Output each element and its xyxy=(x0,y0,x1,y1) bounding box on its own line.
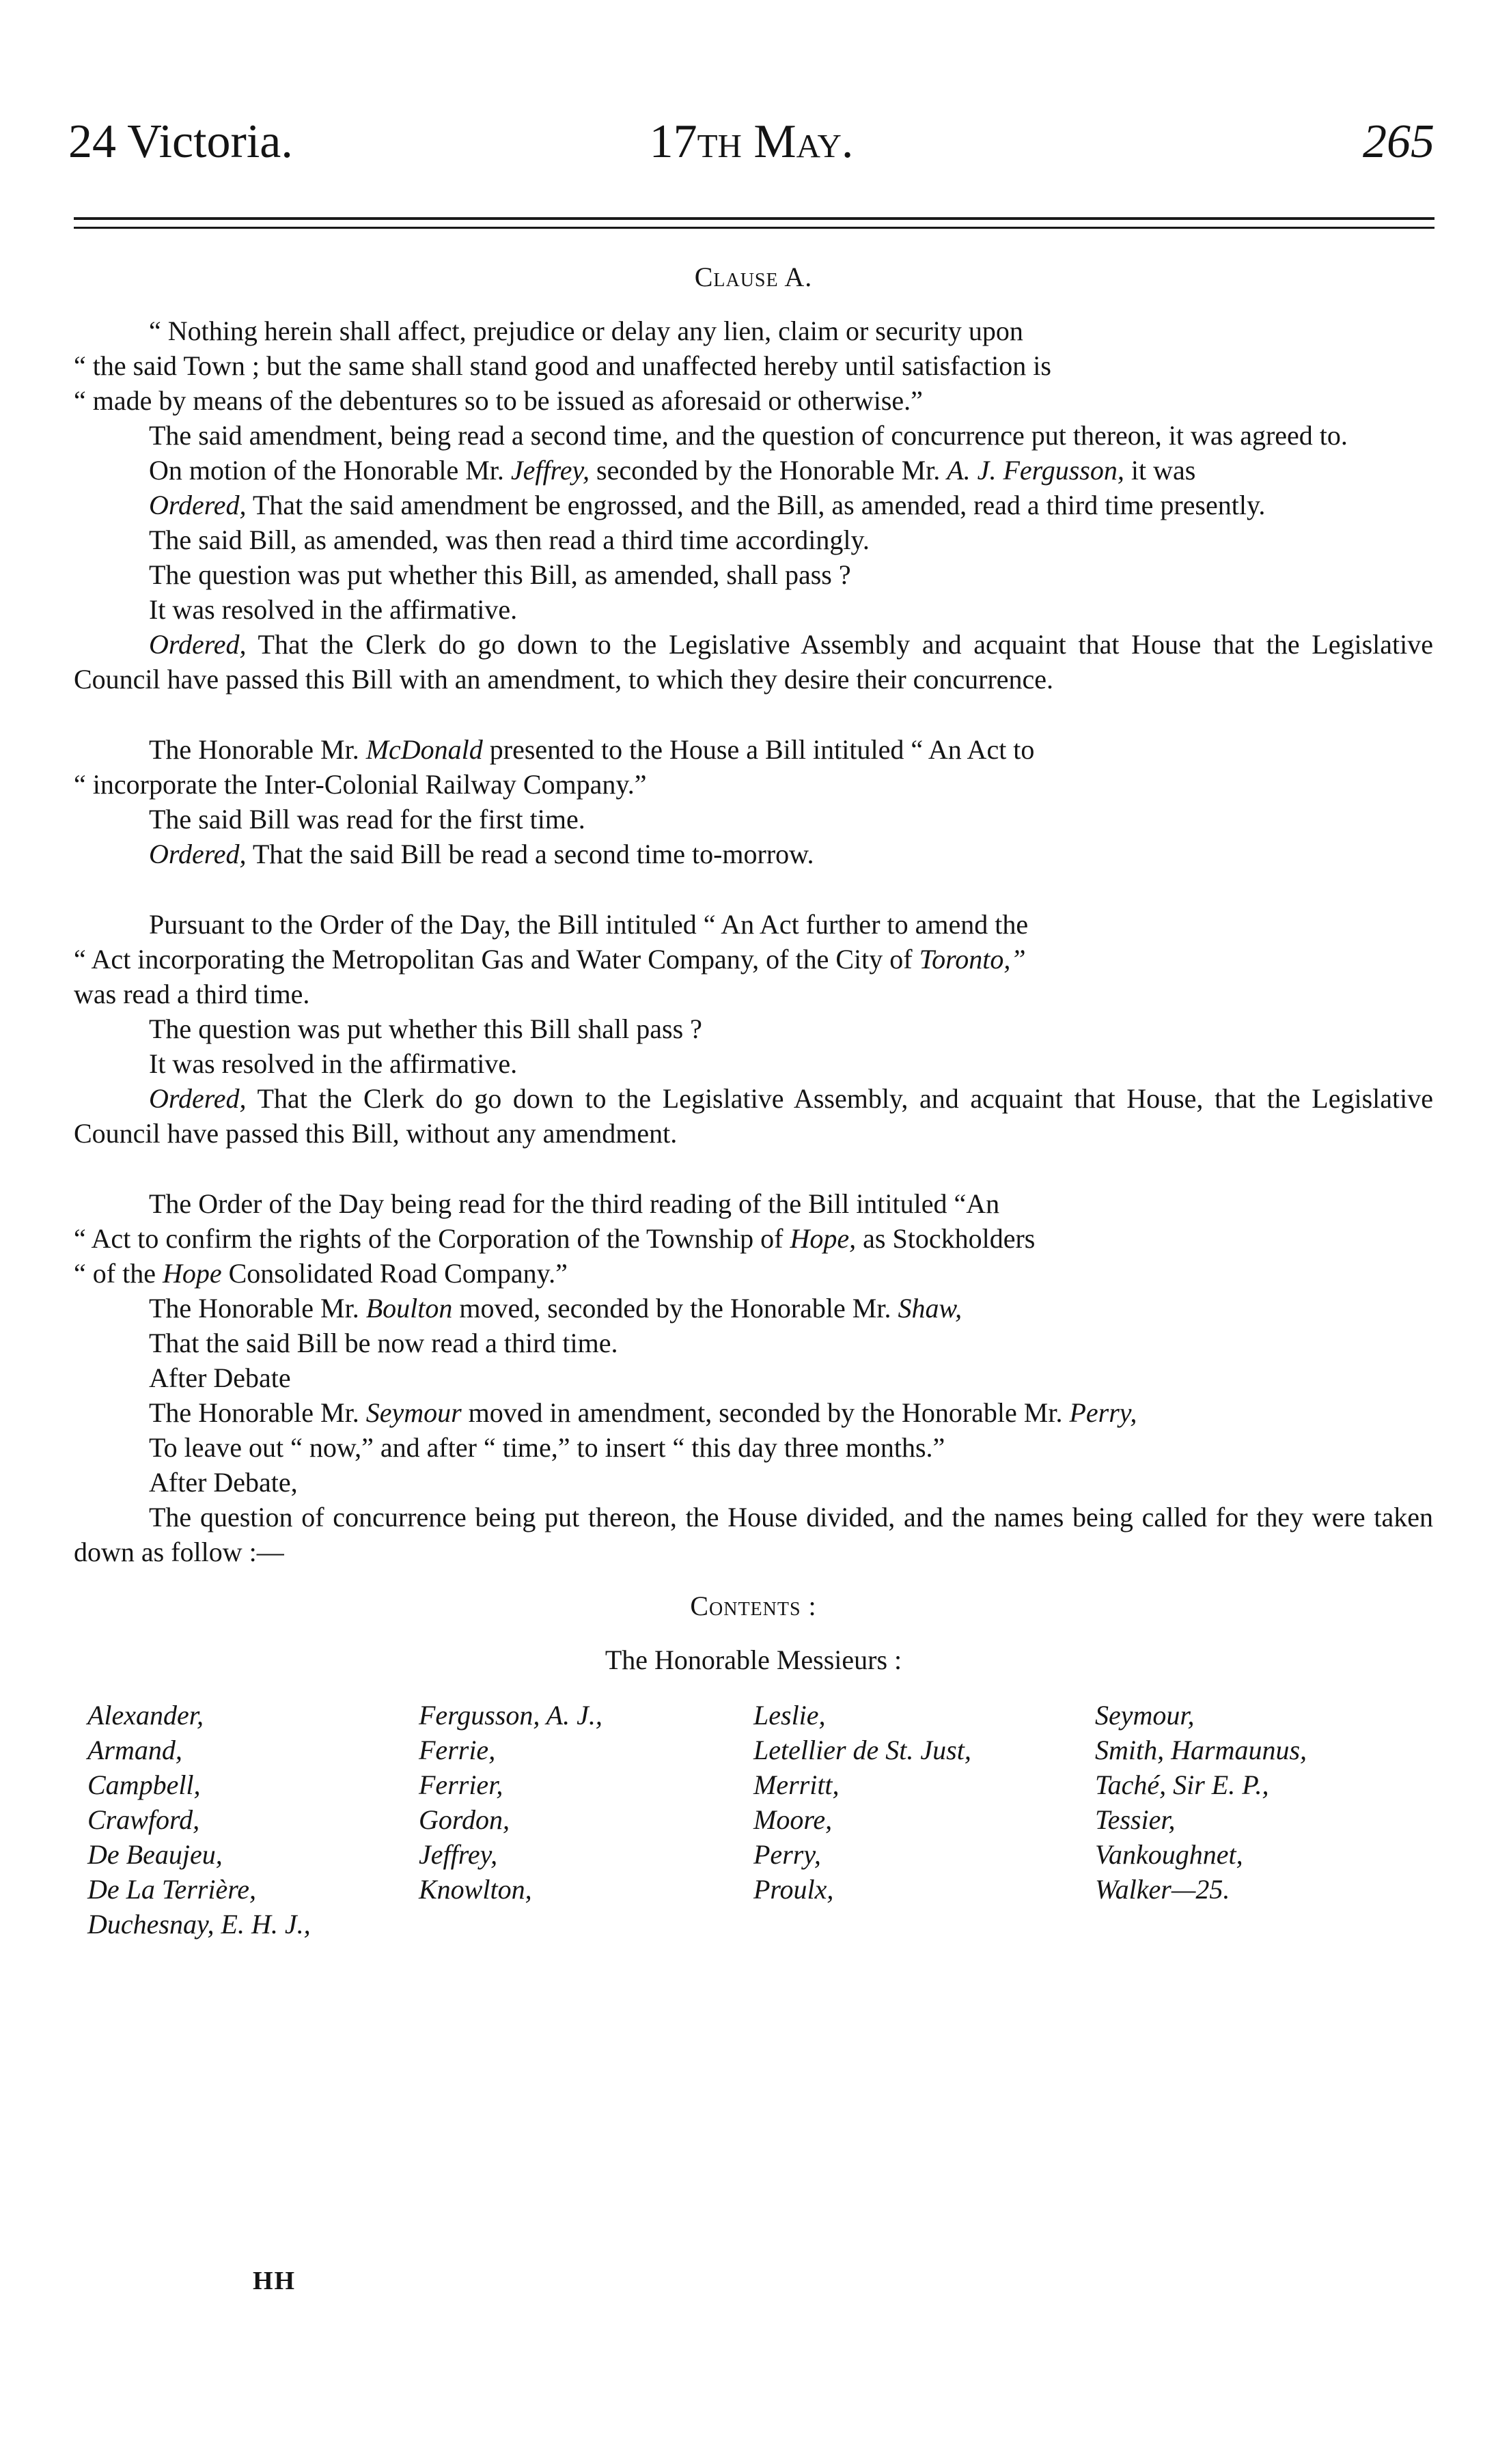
paragraph-gas-question: The question was put whether this Bill shall pass ? xyxy=(149,1013,702,1044)
name-entry: Crawford, xyxy=(87,1804,200,1835)
clause-line-3: “ made by means of the debentures so to be issued as aforesaid or otherwise.” xyxy=(74,385,923,416)
names-column-4 xyxy=(1095,1698,1307,1907)
name-entry: Fergusson, A. J., xyxy=(419,1700,602,1731)
paragraph-question: The question was put whether this Bill, as amended, shall pass ? xyxy=(149,559,851,590)
names-list xyxy=(74,1698,1433,1985)
clause-line-2: “ the said Town ; but the same shall stand good and unaffected hereby until satisfaction is xyxy=(74,350,1051,381)
paragraph-hope-bill-cont: “ Act to confirm the rights of the Corporation of the Township of Hope, as Stockholders xyxy=(74,1223,1036,1254)
paragraph-third-reading: The said Bill, as amended, was then read a third time accordingly. xyxy=(149,524,870,555)
signature-mark: HH xyxy=(253,2267,296,2295)
contents-heading: Contents : xyxy=(690,1591,817,1621)
paragraph-gas-bill-cont: “ Act incorporating the Metropolitan Gas and Water Company, of the City of Toronto,” xyxy=(74,944,1026,975)
name-entry: Ferrie, xyxy=(419,1735,496,1765)
paragraph-seymour-amendment: The Honorable Mr. Seymour moved in amendment, seconded by the Honorable Mr. Perry, xyxy=(149,1397,1137,1428)
name-entry: Campbell, xyxy=(87,1769,201,1800)
paragraph-after-debate: After Debate xyxy=(149,1362,291,1393)
header-rule-bottom xyxy=(74,227,1434,229)
names-column-2 xyxy=(419,1698,602,1907)
messieurs-heading: The Honorable Messieurs : xyxy=(605,1644,902,1675)
paragraph-gas-resolved: It was resolved in the affirmative. xyxy=(149,1048,518,1079)
header-page-number: 265 xyxy=(1363,115,1434,168)
paragraph-ordered-engrossed: Ordered, That the said amendment be engrossed, and the Bill, as amended, read a third time presently. xyxy=(149,490,1266,520)
name-entry: Merritt, xyxy=(753,1769,840,1800)
name-entry: Gordon, xyxy=(419,1804,510,1835)
name-entry: Proulx, xyxy=(753,1874,834,1905)
paragraph-division: The question of concurrence being put thereon, the House divided, and the names being called for they were taken down as follow :— xyxy=(74,1502,1433,1567)
header-rule-top xyxy=(74,217,1434,220)
paragraph-ordered-second: Ordered, That the said Bill be read a second time to-morrow. xyxy=(149,839,814,869)
name-entry: Moore, xyxy=(753,1804,833,1835)
name-entry: Leslie, xyxy=(753,1700,826,1731)
name-entry: De Beaujeu, xyxy=(87,1839,223,1870)
paragraph-after-debate-2: After Debate, xyxy=(149,1467,298,1498)
name-entry: De La Terrière, xyxy=(87,1874,257,1905)
name-entry: Vankoughnet, xyxy=(1095,1839,1243,1870)
name-entry: Jeffrey, xyxy=(419,1839,498,1870)
name-entry: Knowlton, xyxy=(419,1874,532,1905)
paragraph-gas-bill-read: was read a third time. xyxy=(74,979,310,1009)
name-entry: Duchesnay, E. H. J., xyxy=(87,1909,311,1940)
paragraph-motion-text: That the said Bill be now read a third time. xyxy=(149,1328,618,1358)
name-entry: Ferrier, xyxy=(419,1769,503,1800)
names-column-3 xyxy=(753,1698,971,1907)
paragraph-boulton-motion: The Honorable Mr. Boulton moved, seconded by the Honorable Mr. Shaw, xyxy=(149,1293,962,1324)
name-entry: Walker—25. xyxy=(1095,1874,1230,1905)
name-entry: Letellier de St. Just, xyxy=(753,1735,971,1765)
name-entry: Smith, Harmaunus, xyxy=(1095,1735,1307,1765)
names-column-1 xyxy=(87,1698,311,1942)
page-header xyxy=(68,115,1434,197)
name-entry: Alexander, xyxy=(87,1700,204,1731)
header-session: 24 Victoria. xyxy=(68,115,293,168)
document-body xyxy=(74,260,1433,1985)
paragraph-gas-bill: Pursuant to the Order of the Day, the Bill intituled “ An Act further to amend the xyxy=(149,909,1029,940)
paragraph-railway-bill-cont: “ incorporate the Inter-Colonial Railway Company.” xyxy=(74,769,647,800)
paragraph-hope-bill-end: “ of the Hope Consolidated Road Company.” xyxy=(74,1258,568,1289)
name-entry: Tessier, xyxy=(1095,1804,1176,1835)
paragraph-ordered-clerk: Ordered, That the Clerk do go down to the Legislative Assembly and acquaint that House that the Legislative Council have passed this Bill with an amendment, to which they desire their concurrence. xyxy=(74,629,1433,695)
name-entry: Taché, Sir E. P., xyxy=(1095,1769,1269,1800)
paragraph-amendment-text: To leave out “ now,” and after “ time,” to insert “ this day three months.” xyxy=(149,1432,945,1463)
name-entry: Armand, xyxy=(87,1735,182,1765)
paragraph-resolved: It was resolved in the affirmative. xyxy=(149,594,518,625)
paragraph-motion: On motion of the Honorable Mr. Jeffrey, seconded by the Honorable Mr. A. J. Fergusson, it was xyxy=(149,455,1196,486)
paragraph-first-time: The said Bill was read for the first time. xyxy=(149,804,585,835)
paragraph-gas-ordered: Ordered, That the Clerk do go down to the Legislative Assembly, and acquaint that House, that the Legislative Council have passed this Bill, without any amendment. xyxy=(74,1083,1433,1149)
name-entry: Seymour, xyxy=(1095,1700,1195,1731)
clause-line-1: “ Nothing herein shall affect, prejudice or delay any lien, claim or security upon xyxy=(149,316,1023,346)
paragraph-hope-bill: The Order of the Day being read for the third reading of the Bill intituled “An xyxy=(149,1188,1000,1219)
header-date: 17th May. xyxy=(649,115,854,168)
name-entry: Perry, xyxy=(753,1839,821,1870)
clause-heading: Clause A. xyxy=(694,262,813,292)
paragraph-amendment-agreed: The said amendment, being read a second time, and the question of concurrence put thereon, it was agreed to. xyxy=(149,420,1348,451)
paragraph-railway-bill: The Honorable Mr. McDonald presented to the House a Bill intituled “ An Act to xyxy=(149,734,1035,765)
